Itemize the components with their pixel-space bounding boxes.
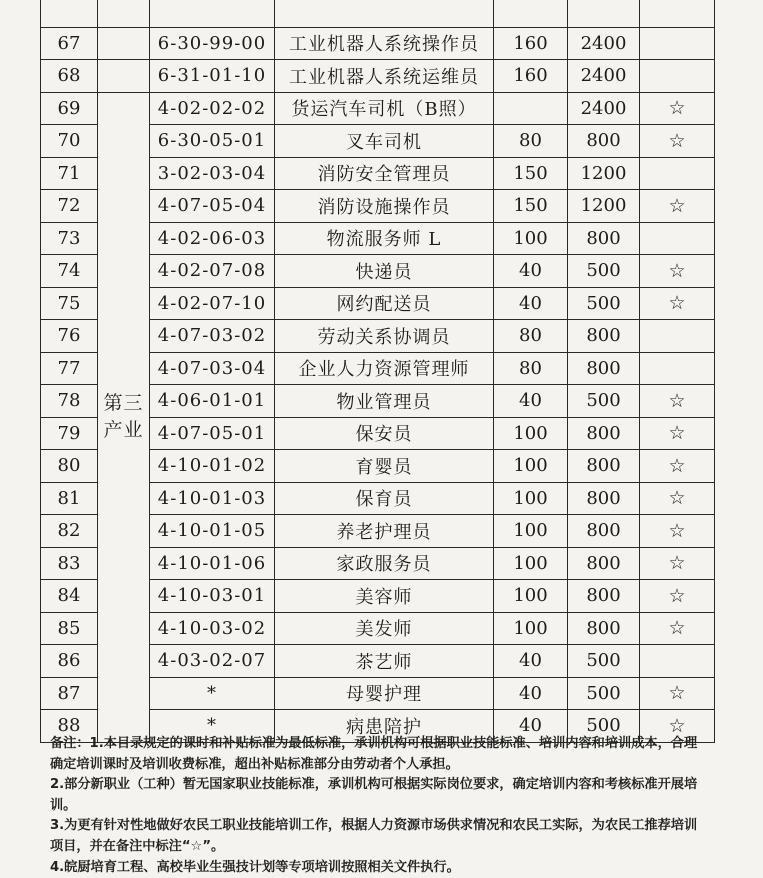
subsidy-cell: 800 <box>568 612 640 645</box>
occupation-code-cell: 4-07-05-04 <box>150 190 275 223</box>
sector-cell <box>98 0 150 27</box>
occupation-name-cell: 美容师 <box>275 580 494 613</box>
row-number-cell: 68 <box>41 60 98 93</box>
occupation-name-cell: 保安员 <box>275 417 494 450</box>
occupation-name-cell: 货运汽车司机（B照） <box>275 92 494 125</box>
occupation-code-cell: 4-07-03-02 <box>150 320 275 353</box>
occupation-code-cell: 6-30-99-00 <box>150 27 275 60</box>
training-hours-cell <box>494 92 568 125</box>
training-hours-cell: 100 <box>494 612 568 645</box>
subsidy-cell: 2400 <box>568 60 640 93</box>
training-hours-cell: 150 <box>494 190 568 223</box>
row-number-cell: 67 <box>41 27 98 60</box>
recommend-mark-cell: ☆ <box>640 287 715 320</box>
row-number-cell: 75 <box>41 287 98 320</box>
recommend-mark-cell <box>640 60 715 93</box>
recommend-mark-cell: ☆ <box>640 255 715 288</box>
occupation-code-cell: 4-02-07-10 <box>150 287 275 320</box>
note-2: 2.部分新职业（工种）暂无国家职业技能标准，承训机构可根据实际岗位要求，确定培训内容和考核标准开展培训。 <box>50 777 698 813</box>
notes-section <box>50 734 710 878</box>
occupation-name-cell: 养老护理员 <box>275 515 494 548</box>
subsidy-cell: 800 <box>568 222 640 255</box>
recommend-mark-cell <box>640 320 715 353</box>
subsidy-cell: 800 <box>568 417 640 450</box>
occupation-name-cell: 消防设施操作员 <box>275 190 494 223</box>
occupation-code-cell: 4-02-07-08 <box>150 255 275 288</box>
occupation-code-cell: 4-10-03-01 <box>150 580 275 613</box>
subsidy-cell: 800 <box>568 450 640 483</box>
recommend-mark-cell <box>640 157 715 190</box>
table-row <box>41 60 715 93</box>
occupation-code-cell: 6-30-05-01 <box>150 125 275 158</box>
occupation-code-cell: * <box>150 710 275 743</box>
occupation-code-cell: 4-03-02-07 <box>150 645 275 678</box>
row-number-cell: 85 <box>41 612 98 645</box>
table-row <box>41 27 715 60</box>
occupation-name-cell: 物流服务师 L <box>275 222 494 255</box>
recommend-mark-cell: ☆ <box>640 677 715 710</box>
training-hours-cell: 100 <box>494 580 568 613</box>
training-hours-cell: 40 <box>494 677 568 710</box>
training-hours-cell: 40 <box>494 255 568 288</box>
recommend-mark-cell: ☆ <box>640 190 715 223</box>
occupation-code-cell: 4-02-06-03 <box>150 222 275 255</box>
occupation-code-cell: * <box>150 677 275 710</box>
recommend-mark-cell: ☆ <box>640 385 715 418</box>
occupation-name-cell: 企业人力资源管理师 <box>275 352 494 385</box>
occupation-code-cell: 4-10-01-03 <box>150 482 275 515</box>
subsidy-cell: 500 <box>568 710 640 743</box>
recommend-mark-cell: ☆ <box>640 547 715 580</box>
occupation-code-cell: 4-07-03-04 <box>150 352 275 385</box>
occupation-name-cell: 家政服务员 <box>275 547 494 580</box>
table-row <box>41 92 715 125</box>
training-hours-cell: 80 <box>494 352 568 385</box>
recommend-mark-cell <box>640 27 715 60</box>
subsidy-cell: 500 <box>568 255 640 288</box>
row-number-cell: 88 <box>41 710 98 743</box>
occupation-name-cell: 工业机器人系统操作员 <box>275 27 494 60</box>
training-hours-cell: 160 <box>494 27 568 60</box>
occupation-name-cell: 育婴员 <box>275 450 494 483</box>
occupation-code-cell: 4-10-01-06 <box>150 547 275 580</box>
training-catalog-table <box>40 0 715 743</box>
training-hours-cell: 40 <box>494 645 568 678</box>
recommend-mark-cell: ☆ <box>640 417 715 450</box>
occupation-name-cell: 工业机器人系统运维员 <box>275 60 494 93</box>
training-hours-cell: 100 <box>494 547 568 580</box>
training-hours-cell: 40 <box>494 385 568 418</box>
row-number-cell: 80 <box>41 450 98 483</box>
table-body <box>41 0 715 742</box>
row-number-cell: 84 <box>41 580 98 613</box>
row-number-cell <box>41 0 98 27</box>
table-row <box>41 0 715 27</box>
subsidy-cell: 2400 <box>568 92 640 125</box>
occupation-name-cell: 美发师 <box>275 612 494 645</box>
training-hours-cell: 100 <box>494 515 568 548</box>
subsidy-cell: 500 <box>568 287 640 320</box>
recommend-mark-cell <box>640 645 715 678</box>
row-number-cell: 79 <box>41 417 98 450</box>
occupation-name-cell: 母婴护理 <box>275 677 494 710</box>
row-number-cell: 74 <box>41 255 98 288</box>
recommend-mark-cell <box>640 0 715 27</box>
occupation-name-cell: 茶艺师 <box>275 645 494 678</box>
training-hours-cell: 100 <box>494 450 568 483</box>
subsidy-cell: 800 <box>568 482 640 515</box>
row-number-cell: 73 <box>41 222 98 255</box>
recommend-mark-cell <box>640 222 715 255</box>
row-number-cell: 86 <box>41 645 98 678</box>
subsidy-cell: 800 <box>568 580 640 613</box>
occupation-code-cell: 6-31-01-10 <box>150 60 275 93</box>
note-4: 4.皖厨培育工程、高校毕业生强技计划等专项培训按照相关文件执行。 <box>50 859 460 875</box>
subsidy-cell: 800 <box>568 515 640 548</box>
occupation-code-cell: 4-10-03-02 <box>150 612 275 645</box>
row-number-cell: 78 <box>41 385 98 418</box>
training-hours-cell: 80 <box>494 125 568 158</box>
occupation-name-cell: 病患陪护 <box>275 710 494 743</box>
occupation-name-cell: 劳动关系协调员 <box>275 320 494 353</box>
subsidy-cell: 500 <box>568 677 640 710</box>
training-hours-cell: 100 <box>494 417 568 450</box>
subsidy-cell: 500 <box>568 385 640 418</box>
row-number-cell: 82 <box>41 515 98 548</box>
row-number-cell: 69 <box>41 92 98 125</box>
occupation-code-cell: 4-10-01-02 <box>150 450 275 483</box>
subsidy-cell: 2400 <box>568 27 640 60</box>
training-hours-cell: 80 <box>494 320 568 353</box>
row-number-cell: 70 <box>41 125 98 158</box>
row-number-cell: 81 <box>41 482 98 515</box>
subsidy-cell: 800 <box>568 320 640 353</box>
note-3: 3.为更有针对性地做好农民工职业技能培训工作，根据人力资源市场供求情况和农民工实际，为农民工推荐培训项目，并在备注中标注“☆”。 <box>50 818 698 854</box>
row-number-cell: 72 <box>41 190 98 223</box>
occupation-code-cell: 3-02-03-04 <box>150 157 275 190</box>
training-hours-cell: 160 <box>494 60 568 93</box>
occupation-name-cell: 快递员 <box>275 255 494 288</box>
subsidy-cell: 1200 <box>568 190 640 223</box>
occupation-name-cell: 消防安全管理员 <box>275 157 494 190</box>
occupation-code-cell: 4-06-01-01 <box>150 385 275 418</box>
note-1: 备注：1.本目录规定的课时和补贴标准为最低标准，承训机构可根据职业技能标准、培训内容和培训成本，合理确定培训课时及培训收费标准，超出补贴标准部分由劳动者个人承担。 <box>50 736 698 772</box>
occupation-name-cell: 物业管理员 <box>275 385 494 418</box>
occupation-name-cell: 叉车司机 <box>275 125 494 158</box>
occupation-name-cell <box>275 0 494 27</box>
sector-cell <box>98 60 150 93</box>
row-number-cell: 71 <box>41 157 98 190</box>
occupation-code-cell: 4-02-02-02 <box>150 92 275 125</box>
sector-cell <box>98 27 150 60</box>
subsidy-cell <box>568 0 640 27</box>
recommend-mark-cell: ☆ <box>640 482 715 515</box>
subsidy-cell: 1200 <box>568 157 640 190</box>
training-hours-cell: 40 <box>494 287 568 320</box>
recommend-mark-cell: ☆ <box>640 612 715 645</box>
recommend-mark-cell: ☆ <box>640 125 715 158</box>
training-hours-cell: 100 <box>494 482 568 515</box>
subsidy-cell: 800 <box>568 352 640 385</box>
row-number-cell: 77 <box>41 352 98 385</box>
training-hours-cell: 150 <box>494 157 568 190</box>
recommend-mark-cell <box>640 352 715 385</box>
occupation-name-cell: 保育员 <box>275 482 494 515</box>
occupation-name-cell: 网约配送员 <box>275 287 494 320</box>
training-hours-cell: 40 <box>494 710 568 743</box>
recommend-mark-cell: ☆ <box>640 450 715 483</box>
training-hours-cell <box>494 0 568 27</box>
occupation-code-cell: 4-07-05-01 <box>150 417 275 450</box>
subsidy-cell: 800 <box>568 125 640 158</box>
subsidy-cell: 500 <box>568 645 640 678</box>
occupation-code-cell <box>150 0 275 27</box>
recommend-mark-cell: ☆ <box>640 92 715 125</box>
subsidy-cell: 800 <box>568 547 640 580</box>
recommend-mark-cell: ☆ <box>640 515 715 548</box>
sector-cell: 第三产业 <box>98 92 150 742</box>
recommend-mark-cell: ☆ <box>640 580 715 613</box>
occupation-code-cell: 4-10-01-05 <box>150 515 275 548</box>
recommend-mark-cell: ☆ <box>640 710 715 743</box>
row-number-cell: 83 <box>41 547 98 580</box>
row-number-cell: 76 <box>41 320 98 353</box>
training-hours-cell: 100 <box>494 222 568 255</box>
row-number-cell: 87 <box>41 677 98 710</box>
